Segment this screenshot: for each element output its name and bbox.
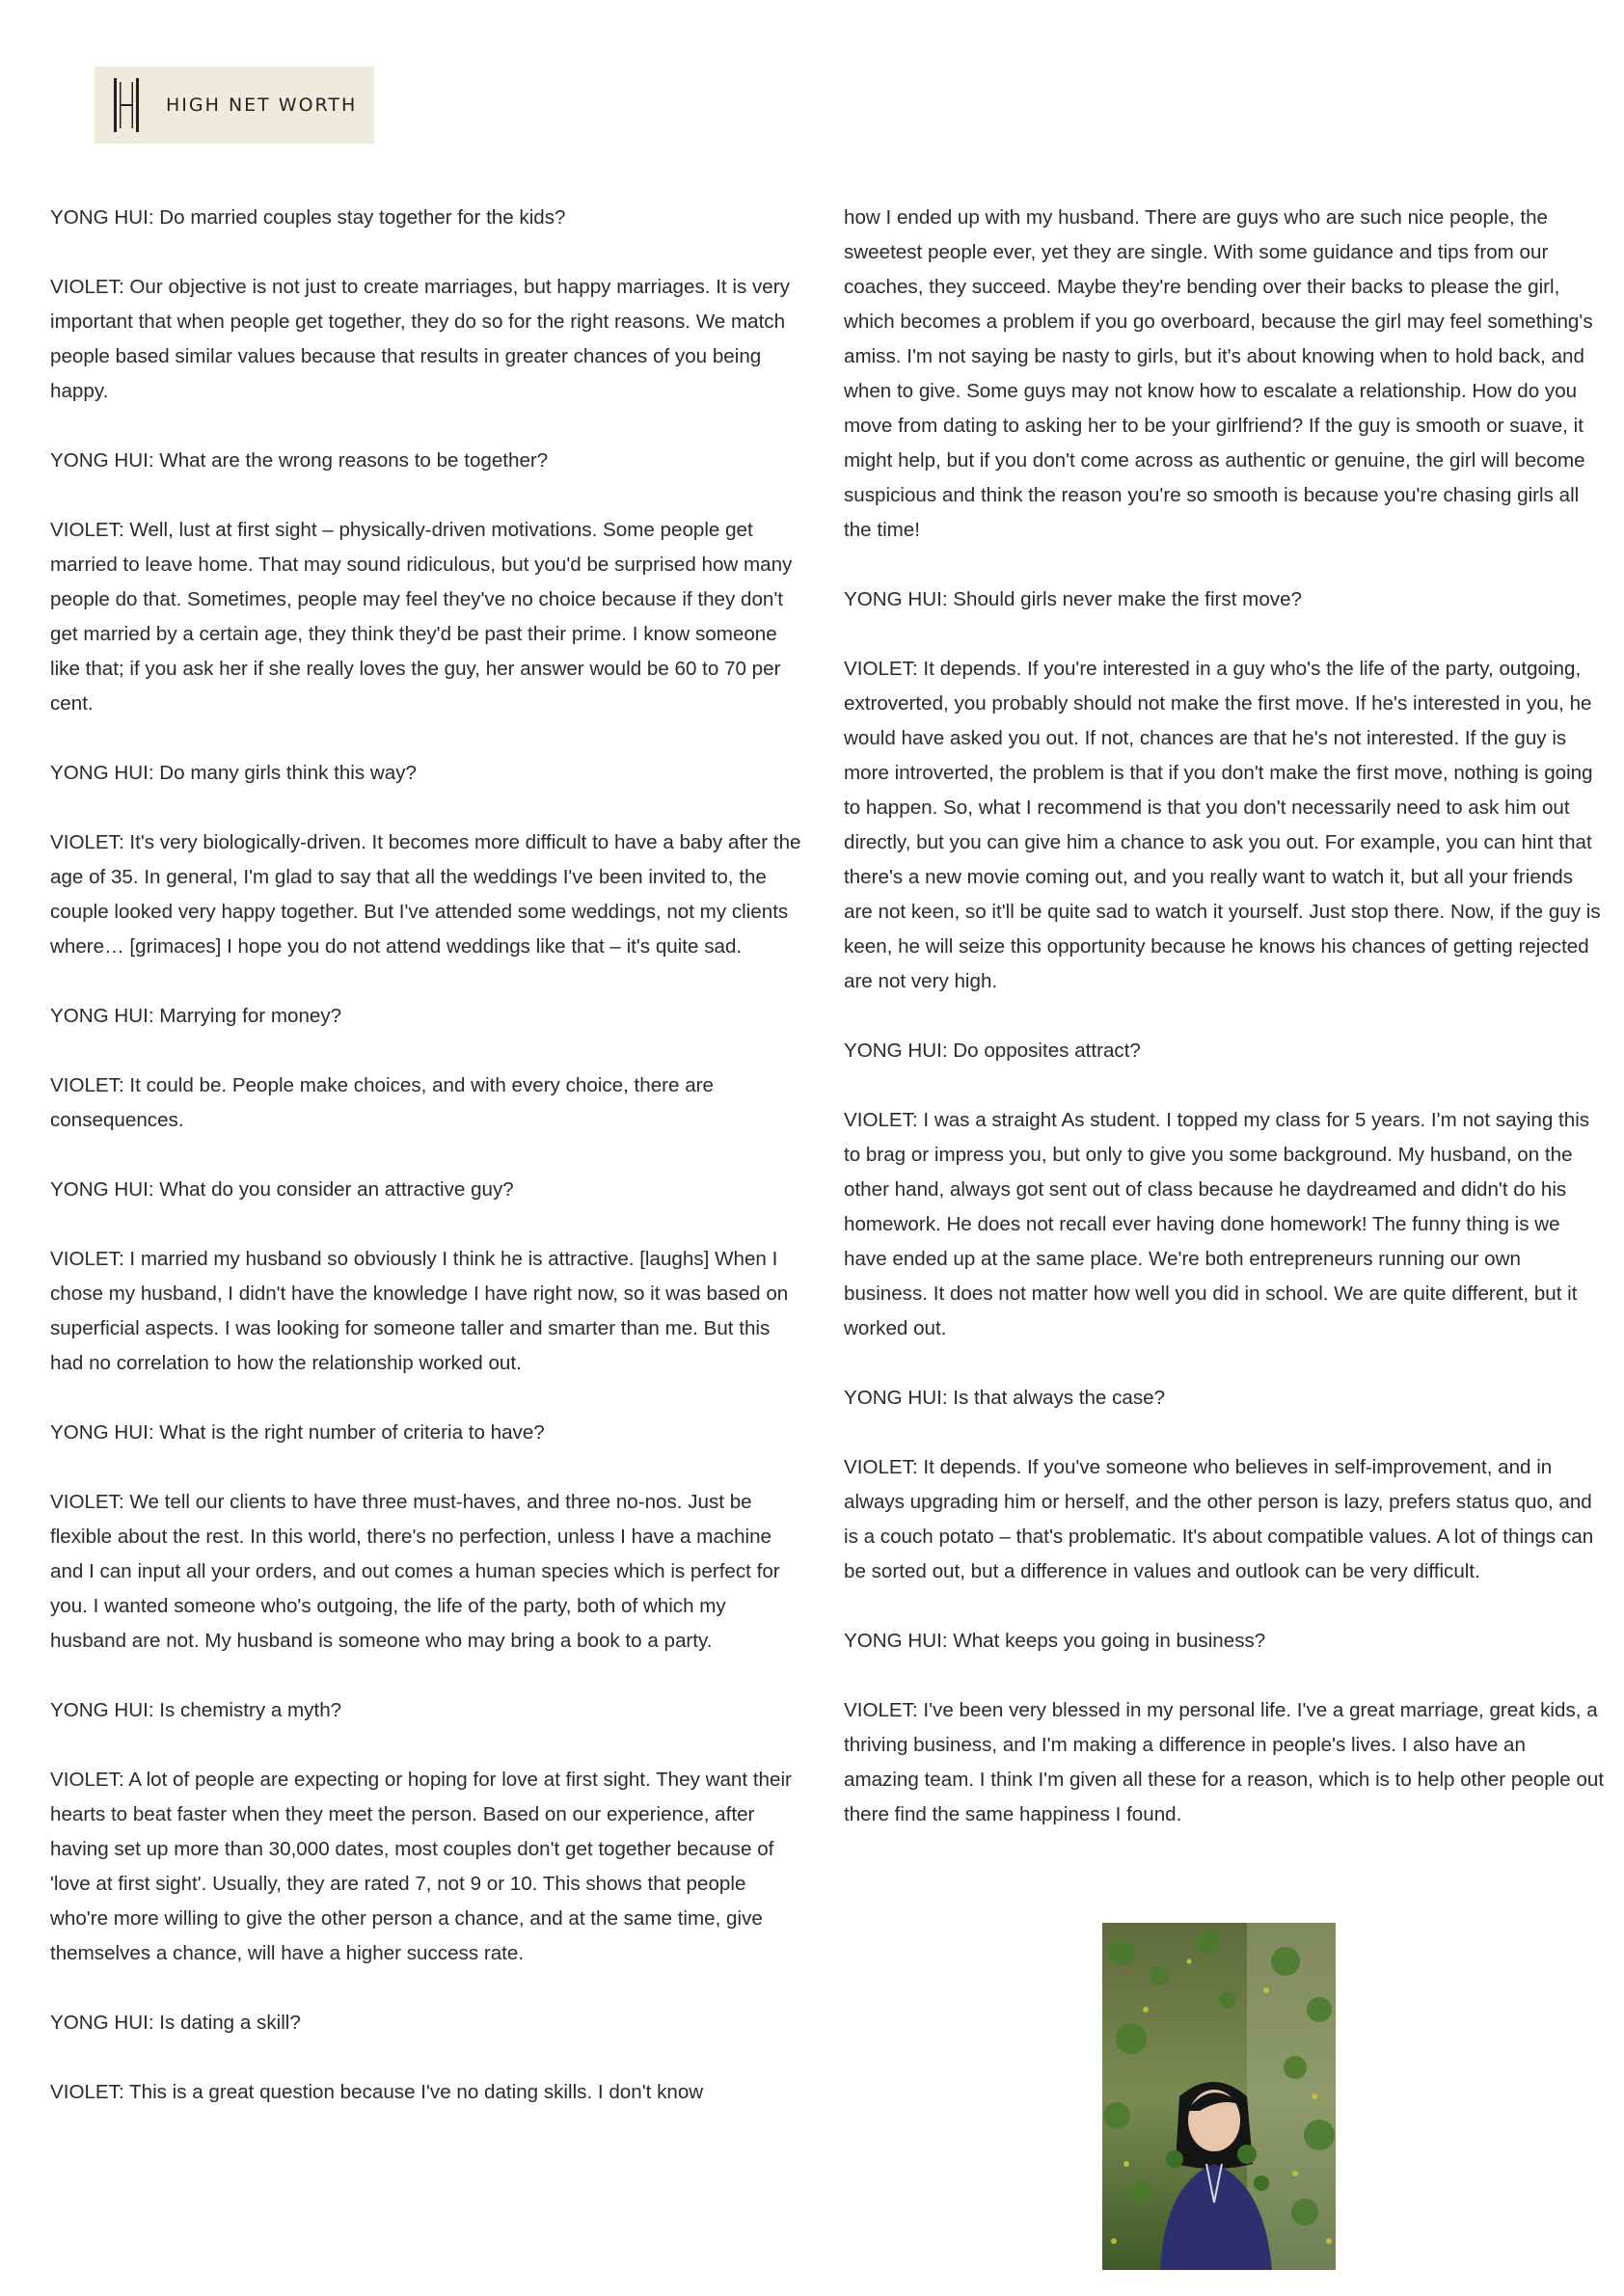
- paragraph: YONG HUI: What is the right number of criteria to have?: [50, 1421, 545, 1444]
- logo: [95, 67, 374, 144]
- paragraph: how I ended up with my husband. There are guys who are such nice people, the sweetest people ever, yet they are single. With some guidance and tips from our coaches, they succeed. Maybe they're bending over their backs to please the girl, which becomes a problem if you go overboard, because the girl may feel something's amiss. I'm not saying be nasty to girls, but it's about knowing when to hold back, and when to give. Some guys may not know how to escalate a relationship. How do you move from dating to asking her to be your girlfriend? If the guy is smooth or suave, it might help, but if you don't come across as authentic or genuine, the girl will become suspicious and think the reason you're so smooth is because you're chasing girls all the time!: [844, 206, 1593, 541]
- paragraph: YONG HUI: Is that always the case?: [844, 1387, 1166, 1409]
- paragraph: VIOLET: A lot of people are expecting or hoping for love at first sight. They want their hearts to beat faster when they meet the person. Based on our experience, after having set up more than 30,000 dates, most couples don't get together because of 'love at first sight'. Usually, they are rated 7, not 9 or 10. This shows that people who're more willing to give the other person a chance, and at the same time, give themselves a chance, will have a higher success rate.: [50, 1769, 792, 1964]
- paragraph: YONG HUI: Do many girls think this way?: [50, 762, 417, 784]
- paragraph: YONG HUI: What keeps you going in business?: [844, 1630, 1266, 1652]
- paragraph: VIOLET: I've been very blessed in my personal life. I've a great marriage, great kids, a thriving business, and I'm making a difference in people's lives. I also have an amazing team. I think I'm given all these for a reason, which is to help other people out there find the same happiness I found.: [844, 1699, 1605, 1825]
- paragraph: VIOLET: It's very biologically-driven. It becomes more difficult to have a baby after the age of 35. In general, I'm glad to say that all the weddings I've been invited to, the couple looked very happy together. But I've attended some weddings, not my clients where… [grimaces] I hope you do not attend weddings like that – it's quite sad.: [50, 831, 801, 958]
- paragraph: YONG HUI: Is chemistry a myth?: [50, 1699, 342, 1721]
- brand-name: HIGH NET WORTH: [166, 95, 358, 116]
- paragraph: YONG HUI: Marrying for money?: [50, 1005, 342, 1027]
- paragraph: VIOLET: I married my husband so obviously I think he is attractive. [laughs] When I chose my husband, I didn't have the knowledge I have right now, so it was based on superficial aspects. I was looking for someone taller and smarter than me. But this had no correlation to how the relationship worked out.: [50, 1248, 789, 1374]
- paragraph: YONG HUI: Should girls never make the first move?: [844, 588, 1302, 610]
- paragraph: YONG HUI: What are the wrong reasons to be together?: [50, 449, 549, 472]
- paragraph: VIOLET: It depends. If you've someone who believes in self-improvement, and in always upgrading him or herself, and the other person is lazy, prefers status quo, and is a couch potato – that's problematic. It's about compatible values. A lot of things can be sorted out, but a difference in values and outlook can be very difficult.: [844, 1456, 1594, 1582]
- paragraph: VIOLET: Well, lust at first sight – physically-driven motivations. Some people get married to leave home. That may sound ridiculous, but you'd be surprised how many people do that. Sometimes, people may feel they've no choice because if they don't get married by a certain age, they think they'd be past their prime. I know someone like that; if you ask her if she really loves the guy, her answer would be 60 to 70 per cent.: [50, 519, 793, 715]
- paragraph: VIOLET: Our objective is not just to create marriages, but happy marriages. It is very important that when people get together, they do so for the right reasons. We match people based similar values because that results in greater chances of you being happy.: [50, 276, 790, 402]
- paragraph: VIOLET: I was a straight As student. I topped my class for 5 years. I'm not saying this to brag or impress you, but only to give you some background. My husband, on the other hand, always got sent out of class because he daydreamed and didn't do his homework. He does not recall ever having done homework! The funny thing is we have ended up at the same place. We're both entrepreneurs running our own business. It does not matter how well you did in school. We are quite different, but it worked out.: [844, 1109, 1590, 1339]
- paragraph: VIOLET: This is a great question because I've no dating skills. I don't know: [50, 2081, 704, 2103]
- paragraph: YONG HUI: Is dating a skill?: [50, 2012, 301, 2034]
- portrait-image: [1102, 1923, 1336, 2270]
- paragraph: YONG HUI: Do married couples stay together for the kids?: [50, 206, 566, 229]
- paragraph: VIOLET: It could be. People make choices, and with every choice, there are consequences.: [50, 1074, 714, 1131]
- portrait-photo: [1102, 1923, 1336, 2270]
- right-column: [844, 201, 1606, 1867]
- paragraph: YONG HUI: Do opposites attract?: [844, 1040, 1141, 1062]
- paragraph: YONG HUI: What do you consider an attractive guy?: [50, 1178, 514, 1201]
- paragraph: VIOLET: We tell our clients to have three must-haves, and three no-nos. Just be flexible about the rest. In this world, there's no perfection, unless I have a machine and I can input all your orders, and out comes a human species which is perfect for you. I wanted someone who's outgoing, the life of the party, both of which my husband are not. My husband is someone who may bring a book to a party.: [50, 1491, 780, 1652]
- left-column: [50, 201, 802, 2145]
- h-monogram-icon: [108, 76, 145, 134]
- paragraph: VIOLET: It depends. If you're interested in a guy who's the life of the party, outgoing, extroverted, you probably should not make the first move. If he's interested in you, he would have asked you out. If not, chances are that he's not interested. If the guy is more introverted, the problem is that if you don't make the first move, nothing is going to happen. So, what I recommend is that you don't necessarily need to ask him out directly, but you can give him a chance to ask you out. For example, you can hint that there's a new movie coming out, and you really want to watch it, but all your friends are not keen, so it'll be quite sad to watch it yourself. Just stop there. Now, if the guy is keen, he will seize this opportunity because he knows his chances of getting rejected are not very high.: [844, 658, 1601, 992]
